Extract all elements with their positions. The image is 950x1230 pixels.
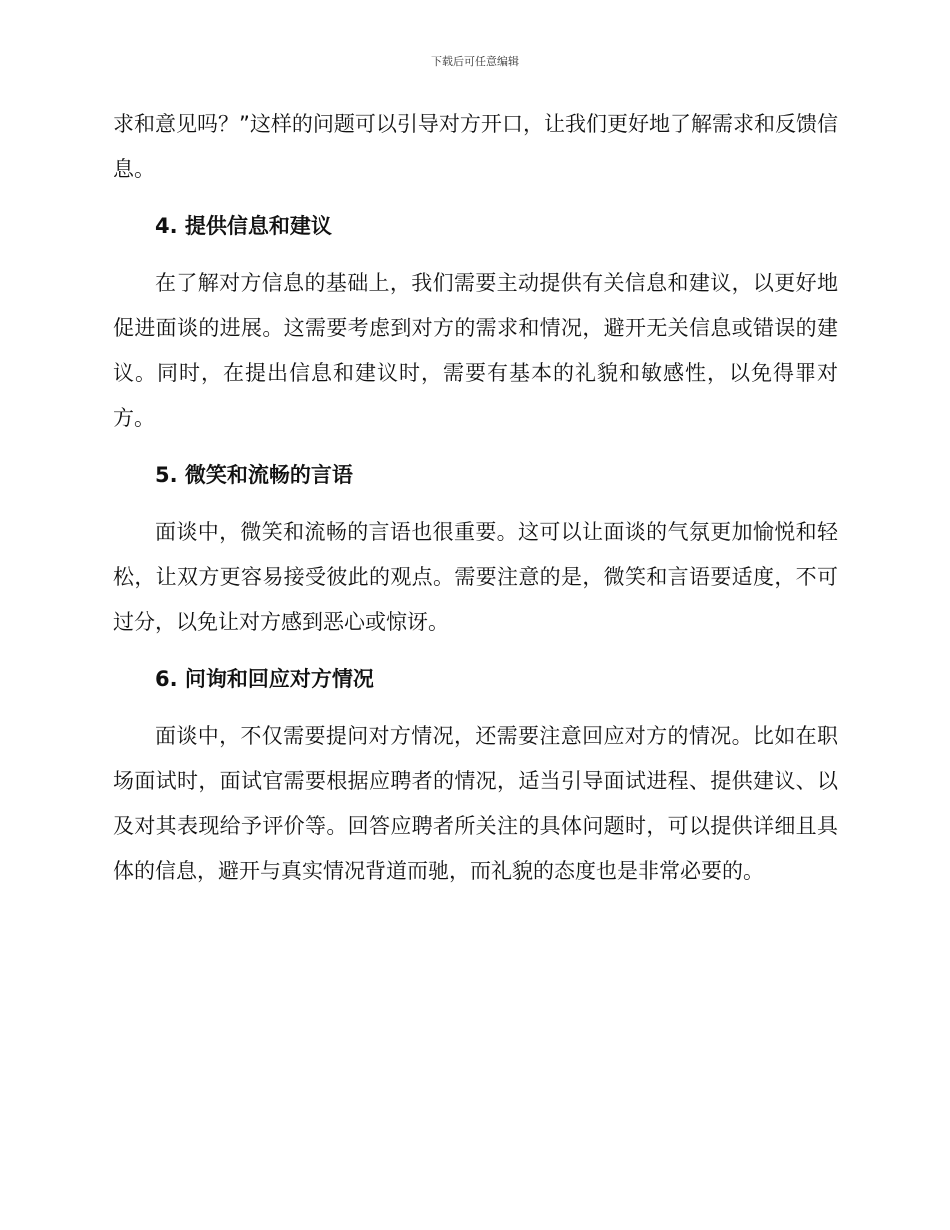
intro-continuation-paragraph: 求和意见吗？”这样的问题可以引导对方开口，让我们更好地了解需求和反馈信息。 xyxy=(113,112,838,181)
document-body xyxy=(113,102,838,894)
section-heading-4: 4. 提供信息和建议 xyxy=(155,214,332,238)
section-paragraph-6: 面谈中，不仅需要提问对方情况，还需要注意回应对方的情况。比如在职场面试时，面试官需要根据应聘者的情况，适当引导面试进程、提供建议、以及对其表现给予评价等。回答应聘者所关注的具体问题时，可以提供详细且具体的信息，避开与真实情况背道而驰，而礼貌的态度也是非常必要的。 xyxy=(113,724,838,883)
section-heading-5: 5. 微笑和流畅的言语 xyxy=(155,463,353,487)
page-header: 下载后可任意编辑 xyxy=(431,55,519,68)
section-heading-6: 6. 问询和回应对方情况 xyxy=(155,667,374,691)
section-paragraph-5: 面谈中，微笑和流畅的言语也很重要。这可以让面谈的气氛更加愉悦和轻松，让双方更容易接受彼此的观点。需要注意的是，微笑和言语要适度，不可过分，以免让对方感到恶心或惊讶。 xyxy=(113,520,838,634)
section-paragraph-4: 在了解对方信息的基础上，我们需要主动提供有关信息和建议，以更好地促进面谈的进展。这需要考虑到对方的需求和情况，避开无关信息或错误的建议。同时，在提出信息和建议时，需要有基本的礼貌和敏感性，以免得罪对方。 xyxy=(113,271,838,430)
